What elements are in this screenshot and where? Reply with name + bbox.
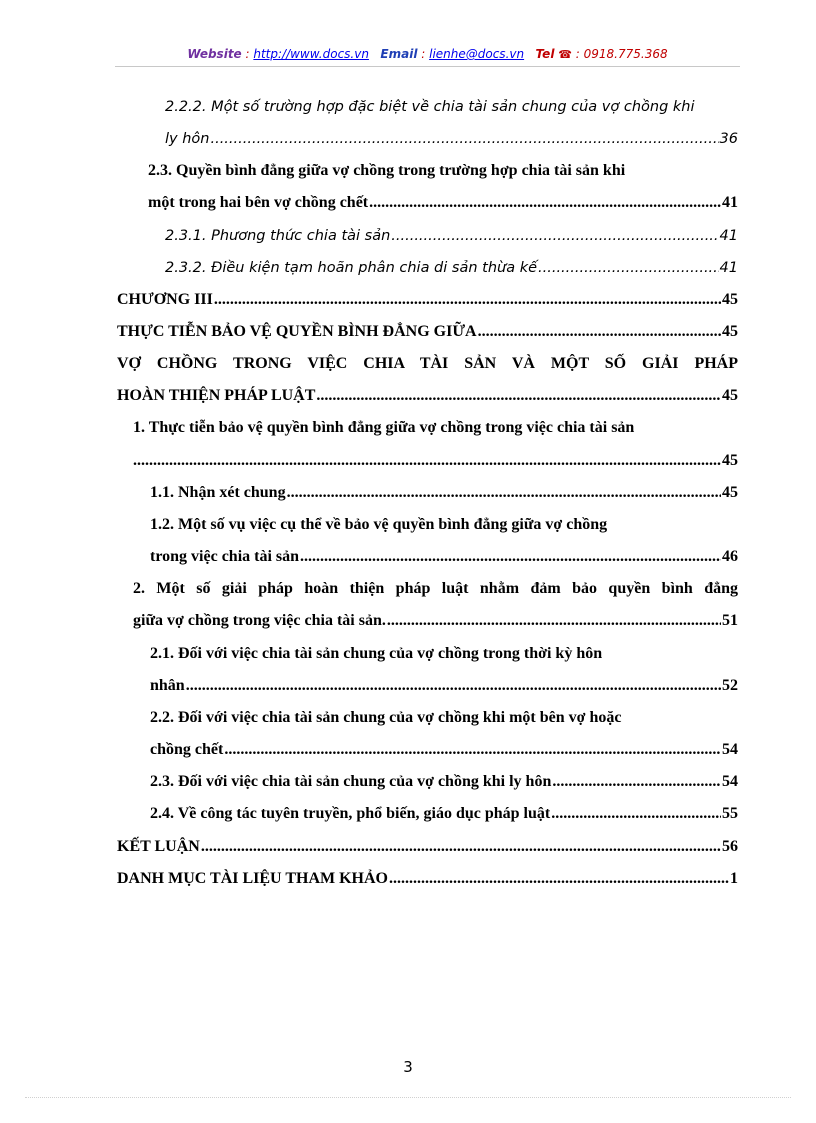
toc-entry-2-2-2[interactable]: [165, 95, 695, 119]
toc-entry-text: KẾT LUẬN: [117, 838, 200, 855]
toc-entry-text: giữa vợ chồng trong việc chia tài sản.: [133, 612, 386, 629]
toc-page-number: 41: [722, 194, 738, 211]
email-link[interactable]: lienhe@docs.vn: [429, 47, 525, 61]
toc-page-number: 41: [719, 228, 738, 244]
toc-entry-text: 2. Một số giải pháp hoàn thiện pháp luật nhằm đảm bảo quyền bình đẳng: [133, 580, 738, 597]
toc-page-number: 55: [722, 805, 738, 822]
toc-entry-text: nhân: [150, 677, 185, 694]
header-divider: [115, 66, 740, 67]
dot-leader: [387, 609, 721, 633]
dot-leader: [478, 320, 721, 344]
toc-entry-text: 1.2. Một số vụ việc cụ thể về bảo vệ quyền bình đẳng giữa vợ chồng: [150, 516, 608, 533]
dot-leader: [186, 674, 721, 698]
toc-entry-1-1[interactable]: [150, 481, 738, 505]
dot-leader: [133, 449, 721, 473]
toc-entry-2[interactable]: [133, 577, 738, 601]
toc-entry-chapter-title[interactable]: [117, 320, 738, 344]
toc-entry-text: 2.3.1. Phương thức chia tài sản: [165, 228, 391, 244]
toc-entry-2-2-2-cont[interactable]: [165, 127, 738, 151]
page-number: 3: [403, 1058, 413, 1076]
toc-page-number: 45: [722, 291, 738, 308]
toc-entry-1[interactable]: [133, 416, 634, 440]
dot-leader: [201, 835, 721, 859]
dot-leader: [224, 738, 721, 762]
dot-leader: [391, 224, 718, 248]
toc-entry-text: 1. Thực tiễn bảo vệ quyền bình đẳng giữa vợ chồng trong việc chia tài sản: [133, 419, 635, 436]
toc-entry-2-3-2[interactable]: [165, 256, 738, 280]
toc-page-number: 52: [722, 677, 738, 694]
toc-entry-1-2-cont[interactable]: [150, 545, 738, 569]
toc-entry-1-2[interactable]: [150, 513, 607, 537]
toc-entry-text: 2.3. Quyền bình đẳng giữa vợ chồng trong trường hợp chia tài sản khi: [148, 162, 626, 179]
toc-entry-text: DANH MỤC TÀI LIỆU THAM KHẢO: [117, 870, 388, 887]
toc-entry-2-3[interactable]: [148, 159, 625, 183]
toc-entry-text: 2.2. Đối với việc chia tài sản chung của vợ chồng khi một bên vợ hoặc: [150, 709, 622, 726]
page-header: Website : http://www.docs.vn Email : lienhe@docs.vn Tel ☎ : 0918.775.368: [187, 47, 668, 61]
toc-entry-references[interactable]: [117, 867, 738, 891]
toc-page-number: 41: [719, 260, 738, 276]
toc-entry-chuong-3[interactable]: [117, 288, 738, 312]
toc-entry-text: 2.3. Đối với việc chia tài sản chung của vợ chồng khi ly hôn: [150, 773, 552, 790]
dot-leader: [210, 127, 718, 151]
toc-page-number: 51: [722, 612, 738, 629]
toc-entry-chapter-title-cont[interactable]: [117, 352, 738, 376]
website-label: Website: [187, 47, 242, 61]
toc-page-number: 46: [722, 548, 738, 565]
dot-leader: [214, 288, 721, 312]
dot-leader: [369, 191, 721, 215]
toc-page-number: 45: [722, 484, 738, 501]
toc-entry-2-1[interactable]: [150, 642, 602, 666]
dot-leader: [551, 802, 721, 826]
toc-entry-2-2[interactable]: [150, 706, 622, 730]
toc-entry-2-3-solution[interactable]: [150, 770, 738, 794]
toc-entry-1-cont[interactable]: [133, 449, 738, 473]
toc-entry-text: 1.1. Nhận xét chung: [150, 484, 286, 501]
email-label: Email: [380, 47, 418, 61]
toc-entry-text: trong việc chia tài sản: [150, 548, 300, 565]
toc-entry-text: HOÀN THIỆN PHÁP LUẬT: [117, 387, 316, 404]
toc-entry-chapter-title-end[interactable]: [117, 384, 738, 408]
toc-page-number: 36: [719, 131, 738, 147]
toc-entry-text: CHƯƠNG III: [117, 291, 213, 308]
website-link[interactable]: http://www.docs.vn: [253, 47, 369, 61]
toc-page-number: 45: [722, 452, 738, 469]
dot-leader: [389, 867, 729, 891]
tel-label: Tel: [535, 47, 555, 61]
toc-entry-text: 2.3.2. Điều kiện tạm hoãn phân chia di sản thừa kế: [165, 260, 538, 276]
dot-leader: [300, 545, 721, 569]
toc-page-number: 56: [722, 838, 738, 855]
toc-page-number: 45: [722, 387, 738, 404]
toc-entry-2-3-1[interactable]: [165, 224, 738, 248]
tel-value: : 0918.775.368: [571, 47, 668, 61]
toc-entry-text: ly hôn: [165, 131, 210, 147]
toc-entry-text: 2.2.2. Một số trường hợp đặc biệt về chia tài sản chung của vợ chồng khi: [165, 99, 695, 115]
dot-leader: [552, 770, 721, 794]
toc-entry-2-3-cont[interactable]: [148, 191, 738, 215]
toc-entry-2-4[interactable]: [150, 802, 738, 826]
dot-leader: [316, 384, 721, 408]
toc-entry-text: THỰC TIỄN BẢO VỆ QUYỀN BÌNH ĐẲNG GIỮA: [117, 323, 477, 340]
toc-entry-text: một trong hai bên vợ chồng chết: [148, 194, 369, 211]
page-bottom-border: [25, 1097, 791, 1098]
toc-entry-2-2-cont[interactable]: [150, 738, 738, 762]
toc-page-number: 1: [730, 870, 738, 887]
toc-page-number: 54: [722, 741, 738, 758]
toc-entry-text: 2.4. Về công tác tuyên truyền, phổ biến, giáo dục pháp luật: [150, 805, 551, 822]
toc-entry-2-1-cont[interactable]: [150, 674, 738, 698]
phone-icon: ☎: [558, 48, 572, 61]
toc-page-number: 45: [722, 323, 738, 340]
toc-entry-text: chồng chết: [150, 741, 224, 758]
toc-entry-text: 2.1. Đối với việc chia tài sản chung của vợ chồng trong thời kỳ hôn: [150, 645, 603, 662]
toc-page-number: 54: [722, 773, 738, 790]
toc-entry-text: VỢ CHỒNG TRONG VIỆC CHIA TÀI SẢN VÀ MỘT SỐ GIẢI PHÁP: [117, 355, 738, 372]
toc-entry-ket-luan[interactable]: [117, 835, 738, 859]
toc-entry-2-cont[interactable]: [133, 609, 738, 633]
dot-leader: [538, 256, 719, 280]
dot-leader: [287, 481, 721, 505]
